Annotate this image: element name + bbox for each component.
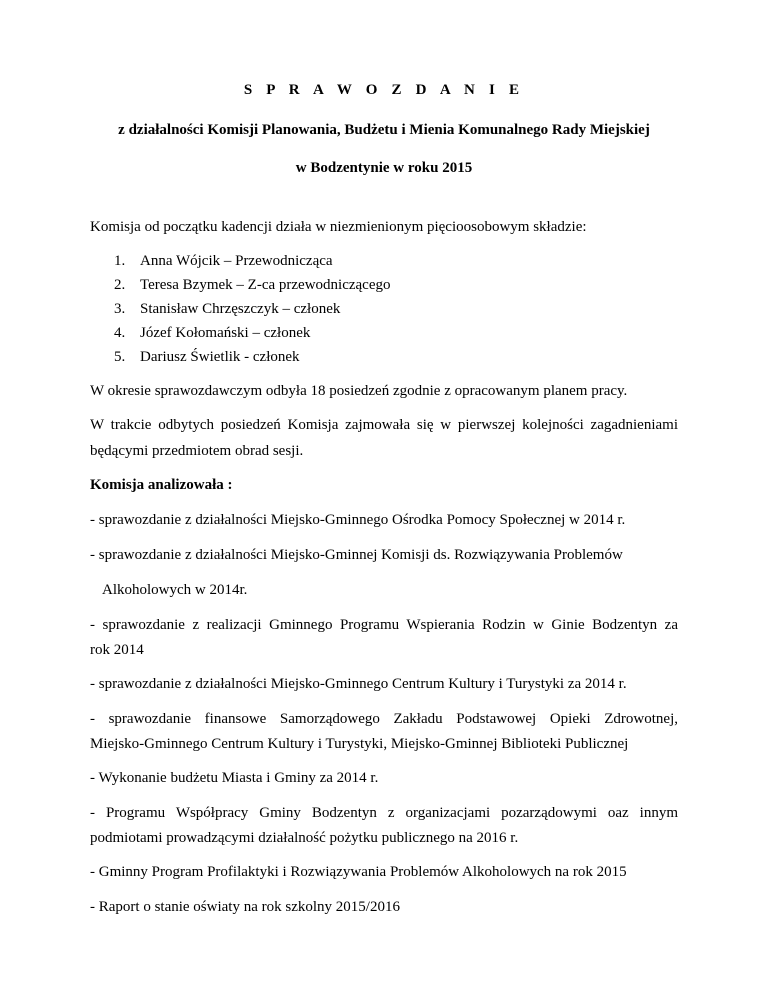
- topics-paragraph-line1: W trakcie odbytych posiedzeń Komisja zajmowała się w pierwszej kolejności zagadnieniami: [90, 417, 678, 433]
- analyzed-item: - sprawozdanie z realizacji Gminnego Programu Wspierania Rodzin w Ginie Bodzentyn za: [90, 617, 678, 633]
- analyzed-item: - Programu Współpracy Gminy Bodzentyn z organizacjami pozarządowymi oaz innym: [90, 805, 678, 821]
- intro-paragraph: Komisja od początku kadencji działa w niezmienionym pięcioosobowym składzie:: [90, 219, 587, 235]
- document-title: S P R A W O Z D A N I E: [243, 82, 525, 98]
- analyzed-item-continuation: Miejsko-Gminnego Centrum Kultury i Turystyki, Miejsko-Gminnej Biblioteki Publicznej: [90, 736, 629, 752]
- member-text: Józef Kołomański – członek: [140, 325, 311, 341]
- member-number: 5.: [114, 349, 126, 365]
- member-text: Dariusz Świetlik - członek: [140, 349, 300, 365]
- analyzed-item: - Raport o stanie oświaty na rok szkolny 2015/2016: [90, 899, 400, 915]
- meetings-paragraph: W okresie sprawozdawczym odbyła 18 posiedzeń zgodnie z opracowanym planem pracy.: [90, 383, 628, 399]
- analyzed-item: - sprawozdanie z działalności Miejsko-Gminnej Komisji ds. Rozwiązywania Problemów: [90, 547, 623, 563]
- member-item: [114, 325, 310, 342]
- member-item: [114, 277, 390, 294]
- analyzed-item: - sprawozdanie finansowe Samorządowego Zakładu Podstawowej Opieki Zdrowotnej,: [90, 711, 678, 727]
- member-number: 1.: [114, 253, 126, 269]
- topics-paragraph-line2: będącymi przedmiotem obrad sesji.: [90, 443, 304, 459]
- analyzed-item-continuation: rok 2014: [90, 642, 144, 658]
- analyzed-item: - sprawozdanie z działalności Miejsko-Gminnego Centrum Kultury i Turystyki za 2014 r.: [90, 676, 627, 692]
- analyzed-item-continuation: podmiotami prowadzącymi działalność pożytku publicznego na 2016 r.: [90, 830, 519, 846]
- member-number: 2.: [114, 277, 126, 293]
- analyzed-item-continuation: Alkoholowych w 2014r.: [102, 582, 248, 598]
- document-subtitle-line2: w Bodzentynie w roku 2015: [295, 160, 473, 176]
- analyzed-item: - Wykonanie budżetu Miasta i Gminy za 2014 r.: [90, 770, 379, 786]
- member-text: Stanisław Chrzęszczyk – członek: [140, 301, 341, 317]
- member-item: [114, 349, 300, 366]
- member-text: Anna Wójcik – Przewodnicząca: [140, 253, 333, 269]
- analyzed-heading: Komisja analizowała :: [90, 477, 233, 493]
- analyzed-item: - sprawozdanie z działalności Miejsko-Gminnego Ośrodka Pomocy Społecznej w 2014 r.: [90, 512, 626, 528]
- analyzed-item: - Gminny Program Profilaktyki i Rozwiązywania Problemów Alkoholowych na rok 2015: [90, 864, 627, 880]
- document-subtitle-line1: z działalności Komisji Planowania, Budżetu i Mienia Komunalnego Rady Miejskiej: [118, 122, 650, 138]
- member-number: 4.: [114, 325, 126, 341]
- member-number: 3.: [114, 301, 126, 317]
- member-item: [114, 301, 340, 318]
- member-item: [114, 253, 333, 270]
- member-text: Teresa Bzymek – Z-ca przewodniczącego: [140, 277, 391, 293]
